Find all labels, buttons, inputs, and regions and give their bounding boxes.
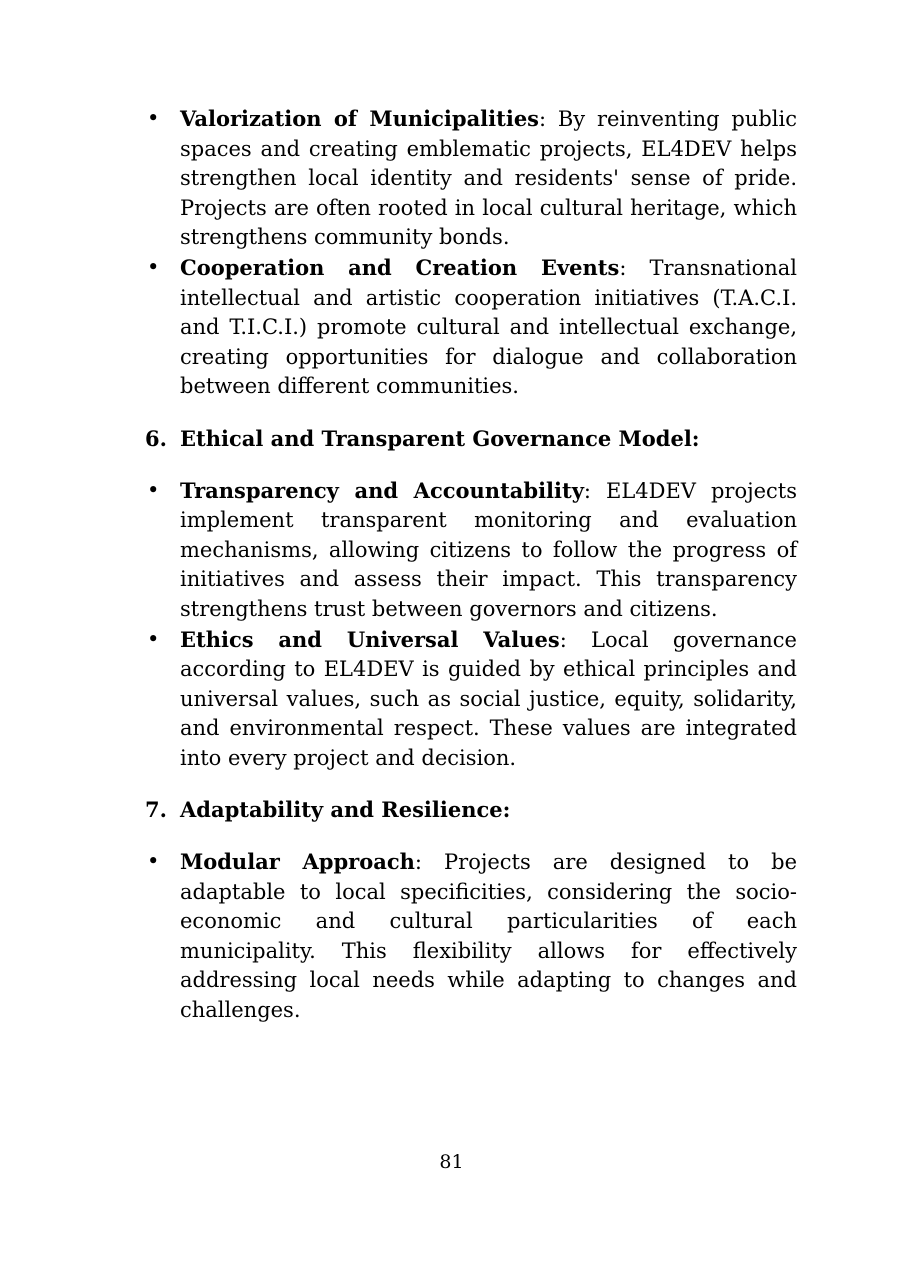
heading-number: 6. — [145, 425, 167, 451]
bullet-transparency-and-accountability — [145, 476, 797, 625]
bullet-lead-term: Modular Approach — [180, 849, 415, 875]
bullet-lead-term: Cooperation and Creation Events — [180, 254, 620, 280]
bullet-body-text: : Local governance according to EL4DEV is guided by ethical principles and universal values, such as social justice, equity, solidarity, and environmental respect. These values are integrated into every project and decision. — [180, 627, 797, 770]
bullet-modular-approach — [145, 847, 797, 1026]
bullet-body-text: : Transnational intellectual and artistic cooperation initiatives (T.A.C.I. and T.I.C.I.) promote cultural and intellectual exchange, creating opportunities for dialogue and collaboration between different communities. — [180, 255, 797, 399]
bullet-valorization-of-municipalities — [145, 104, 797, 253]
bullet-lead-term: Transparency and Accountability — [180, 477, 584, 503]
heading-number: 7. — [145, 797, 167, 823]
bullet-body-text: : EL4DEV projects implement transparent monitoring and evaluation mechanisms, allowing citizens to follow the progress of initiatives and assess their impact. This transparency strengthens trust between governors and citizens. — [180, 478, 797, 621]
heading-title: Ethical and Transparent Governance Model: — [180, 425, 700, 451]
bullet-body-text: : Projects are designed to be adaptable to local specificities, considering the socio-economic and cultural particularities of each municipality. This flexibility allows for effectively addressing local needs while adapting to changes and challenges. — [180, 850, 797, 1023]
bullet-body-text: : By reinventing public spaces and creating emblematic projects, EL4DEV helps strengthen local identity and residents' sense of pride. Projects are often rooted in local cultural heritage, which strengthens community bonds. — [180, 107, 798, 250]
heading-title: Adaptability and Resilience: — [180, 797, 511, 823]
page-body — [145, 104, 797, 1026]
bullet-lead-term: Ethics and Universal Values — [180, 626, 560, 652]
bullet-ethics-and-universal-values — [145, 625, 797, 774]
heading-ethical-and-transparent-governance-model — [145, 424, 797, 454]
bullet-lead-term: Valorization of Municipalities — [180, 106, 540, 131]
page-number: 81 — [439, 1151, 464, 1173]
bullet-cooperation-and-creation-events — [145, 253, 797, 402]
heading-adaptability-and-resilience — [145, 795, 797, 825]
